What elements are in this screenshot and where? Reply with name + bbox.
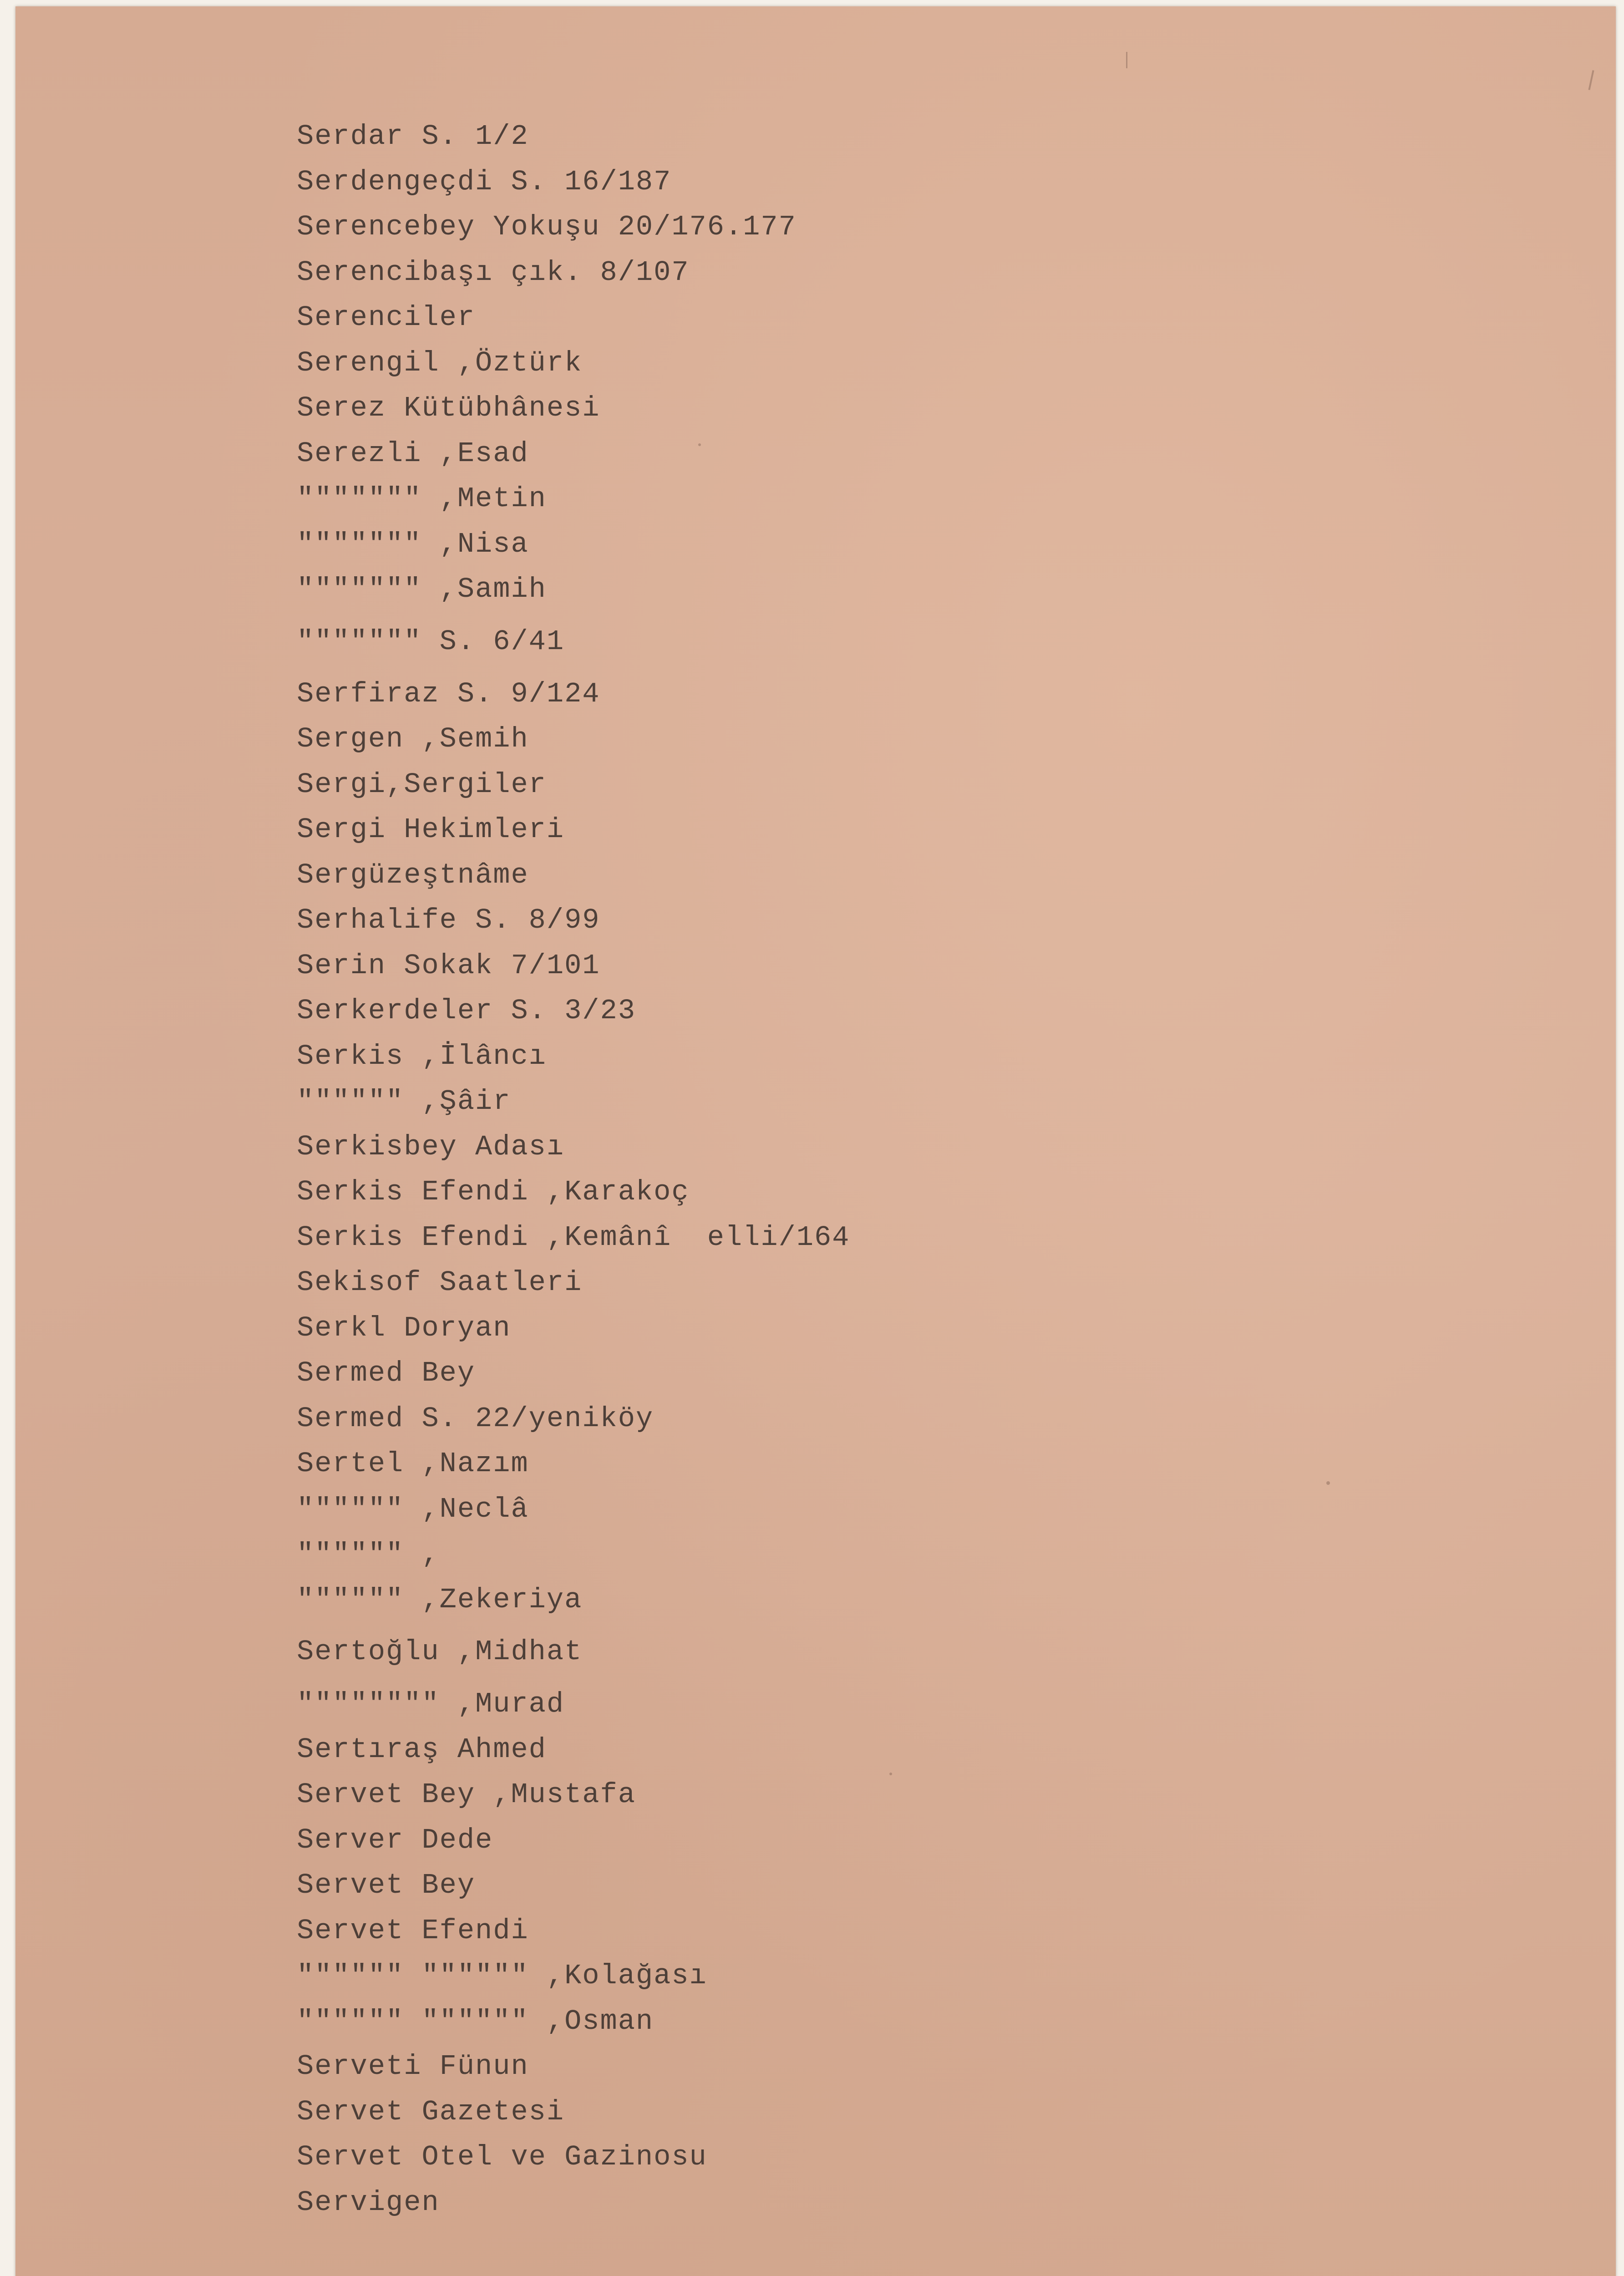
entry-line: Sergi,Sergiler (297, 768, 547, 801)
entry-line: Serin Sokak 7/101 (297, 949, 600, 982)
entry-line: Sermed Bey (297, 1357, 476, 1389)
entry-line: """"""" S. 6/41 (297, 625, 565, 658)
entry-line: Sergi Hekimleri (297, 813, 565, 846)
entry-line: Serenciler (297, 301, 476, 334)
entry-line: Serkl Doryan (297, 1311, 511, 1344)
entry-line: Servet Bey (297, 1869, 476, 1901)
entry-line: Serdengeçdi S. 16/187 (297, 165, 672, 198)
paper-speck (1588, 70, 1594, 90)
paper-speck (1126, 52, 1127, 68)
paper-speck (1326, 1481, 1330, 1485)
entry-line: Sermed S. 22/yeniköy (297, 1402, 654, 1435)
entry-line: Serhalife S. 8/99 (297, 904, 600, 936)
entry-line: Sertoğlu ,Midhat (297, 1636, 583, 1668)
entry-list (297, 114, 850, 2225)
entry-line: Serezli ,Esad (297, 437, 529, 470)
entry-line: Servigen (297, 2186, 440, 2219)
entry-line: Serengil ,Öztürk (297, 346, 583, 379)
entry-line: """"""" ,Samih (297, 573, 547, 605)
entry-line: Servet Bey ,Mustafa (297, 1778, 636, 1811)
entry-line: """"""" ,Nisa (297, 528, 529, 560)
entry-line: Serkis Efendi ,Kemânî elli/164 (297, 1221, 850, 1254)
entry-line: Servet Efendi (297, 1914, 529, 1947)
entry-line: Serveti Fünun (297, 2050, 529, 2083)
entry-line: Serkis ,İlâncı (297, 1040, 547, 1072)
entry-line: Sertel ,Nazım (297, 1448, 529, 1480)
entry-line: Serencebey Yokuşu 20/176.177 (297, 211, 797, 243)
entry-line: """""""" ,Murad (297, 1688, 565, 1720)
paper-speck (889, 1773, 892, 1775)
entry-line: Serkis Efendi ,Karakoç (297, 1176, 690, 1208)
entry-line: Servet Gazetesi (297, 2095, 565, 2128)
entry-line: """""" """""" ,Kolağası (297, 1960, 707, 1992)
entry-line: Sergüzeştnâme (297, 859, 529, 891)
entry-line: Serkerdeler S. 3/23 (297, 995, 636, 1027)
entry-line: Sergen ,Semih (297, 723, 529, 755)
entry-line: """""" """""" ,Osman (297, 2005, 654, 2037)
entry-line: Sekisof Saatleri (297, 1266, 583, 1299)
entry-line: Serfiraz S. 9/124 (297, 677, 600, 710)
entry-line: Server Dede (297, 1824, 493, 1856)
entry-line: """""" ,Neclâ (297, 1493, 529, 1525)
typed-index-card (15, 6, 1616, 2276)
entry-line: """""" ,Zekeriya (297, 1583, 583, 1616)
entry-line: """""" , (297, 1538, 440, 1570)
entry-line: Sertıraş Ahmed (297, 1733, 547, 1766)
entry-line: """"""" ,Metin (297, 483, 547, 515)
entry-line: Serkisbey Adası (297, 1130, 565, 1163)
entry-line: Serdar S. 1/2 (297, 120, 529, 152)
entry-line: Serencibaşı çık. 8/107 (297, 256, 690, 289)
entry-line: Serez Kütübhânesi (297, 392, 600, 424)
entry-line: """""" ,Şâir (297, 1085, 511, 1118)
entry-line: Servet Otel ve Gazinosu (297, 2141, 707, 2173)
